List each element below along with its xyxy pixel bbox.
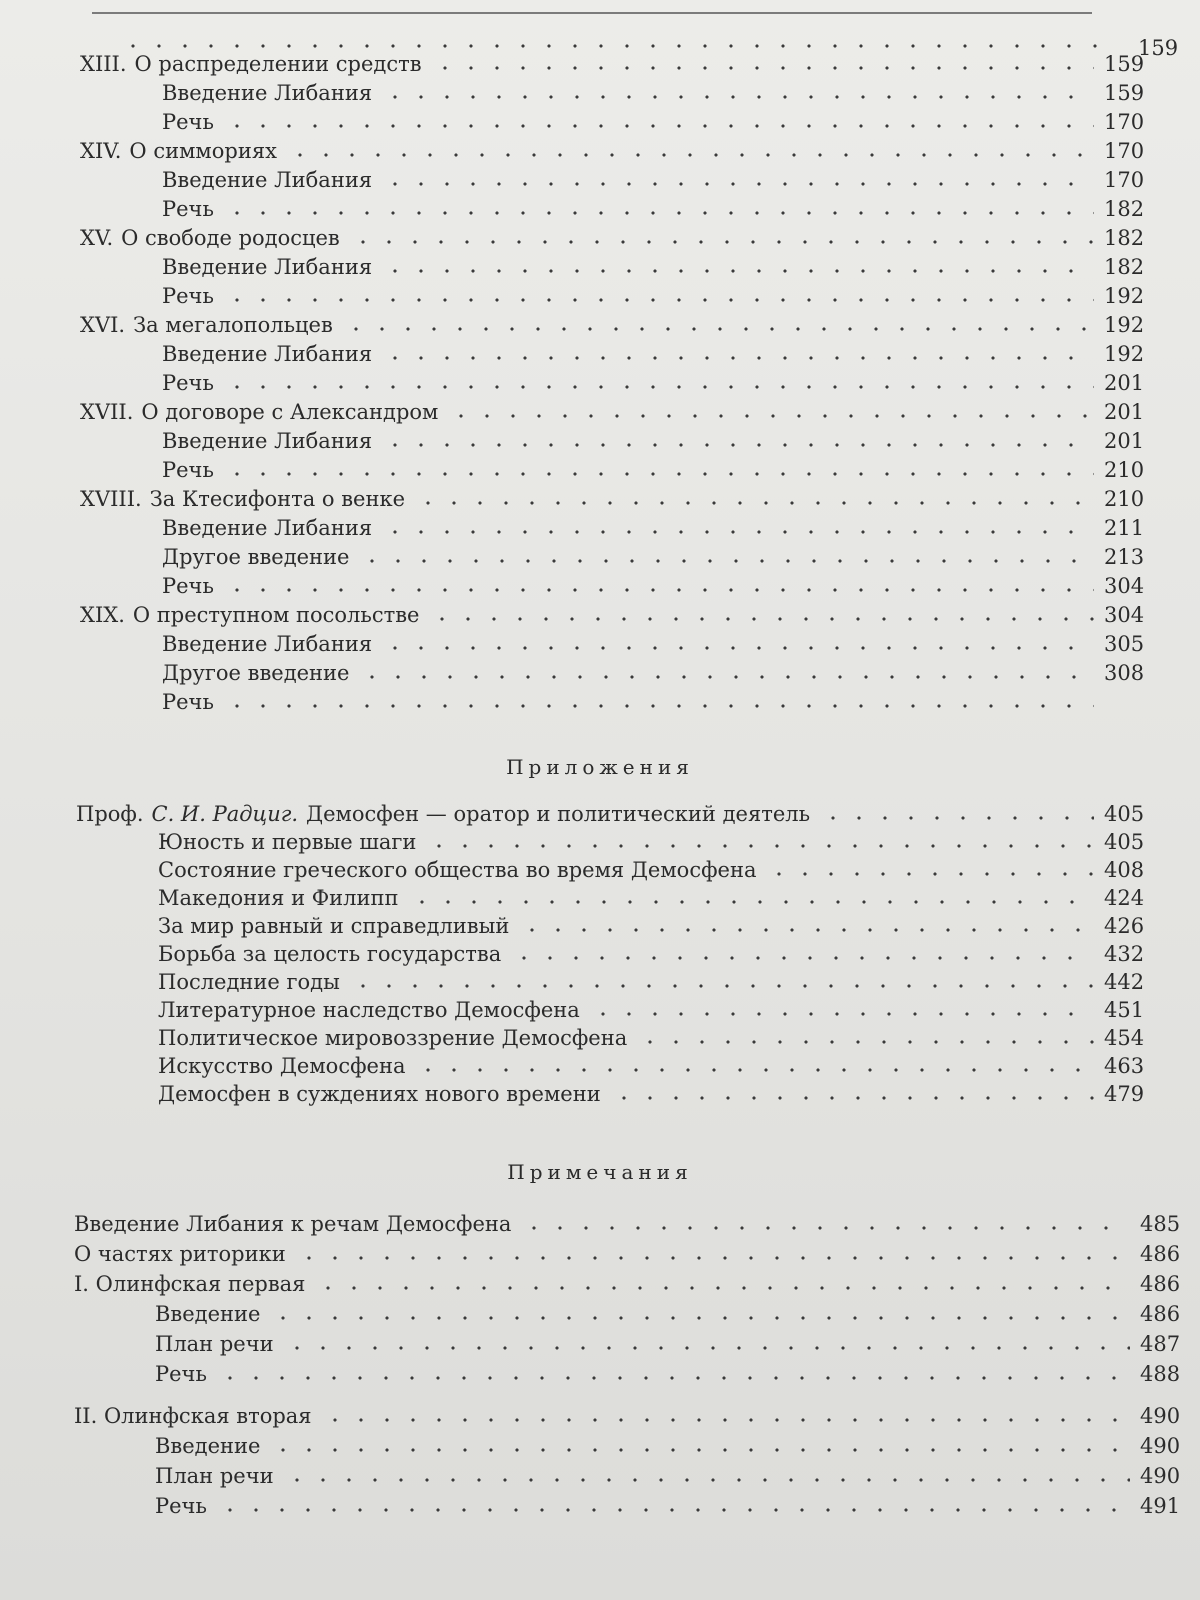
page-number: 405 [1104,802,1145,826]
page-number: 159 [1104,81,1145,105]
dot-leader [382,646,1094,650]
toc-section-row [80,222,1164,250]
dot-leader [382,356,1094,360]
page-number: 486 [1140,1242,1181,1266]
dot-leader [409,900,1095,904]
page-number: 182 [1104,255,1145,279]
dot-leader [270,1316,1130,1320]
dot-leader [350,984,1094,988]
dot-leader [382,443,1094,447]
toc-subsection-row [162,77,1164,105]
toc-appendix-main-row [76,798,1164,826]
page-number: 487 [1140,1332,1181,1356]
notes-item-title: Введение Либания к речам Демосфена [74,1212,512,1236]
toc-notes-item-row [74,1238,1200,1266]
section-number: XIV. [80,139,122,163]
subsection-title: Речь [162,690,214,714]
dot-leader [511,956,1094,960]
subsection-title: Введение Либания [162,255,373,279]
dot-leader [343,327,1094,331]
page-number: 454 [1104,1026,1145,1050]
notes-item-title: I. Олинфская первая [74,1272,306,1296]
subsection-title: Другое введение [162,661,350,685]
page-number: 159 [1138,36,1179,60]
top-rule [92,12,1092,14]
page-number: 304 [1104,574,1145,598]
page-number: 308 [1104,661,1145,685]
page-number: 305 [1104,632,1145,656]
dot-leader [296,1256,1130,1260]
toc-notes-item-row [155,1358,1200,1386]
toc-appendix-item-row [158,938,1164,966]
subsection-title: Введение Либания [162,81,373,105]
dot-leader [432,66,1094,70]
subsection-title: Введение Либания [162,342,373,366]
toc-section-row [80,483,1164,511]
page-number: 463 [1104,1054,1145,1078]
appendix-item-title: Последние годы [158,970,340,994]
appendix-item-title: Демосфен в суждениях нового времени [158,1082,601,1106]
page-number: 451 [1104,998,1145,1022]
toc-notes-item-row [155,1430,1200,1458]
notes-item-title: Речь [155,1362,207,1386]
dot-leader [415,501,1094,505]
section-title: О распределении средств [134,52,422,76]
notes-item-title: II. Олинфская вторая [74,1404,312,1428]
toc-appendix-item-row [158,1022,1164,1050]
dot-leader [519,928,1094,932]
appendix-item-title: Политическое мировоззрение Демосфена [158,1026,628,1050]
section-number: XVIII. [80,487,142,511]
section-title: О договоре с Александром [141,400,439,424]
page-number: 490 [1140,1434,1181,1458]
page-number: 432 [1104,942,1145,966]
dot-leader [590,1012,1094,1016]
toc-section-row [80,48,1164,76]
toc-subsection-row [162,338,1164,366]
toc-section-row [80,599,1164,627]
section-number: XIX. [80,603,125,627]
dot-leader [224,124,1094,128]
toc-section-row [80,135,1164,163]
dot-leader [224,211,1094,215]
page-number: 405 [1104,830,1145,854]
subsection-title: Речь [162,458,214,482]
toc-appendix-item-row [158,966,1164,994]
page-number: 210 [1104,458,1145,482]
page-number: 159 [1104,52,1145,76]
section-title: О свободе родосцев [121,226,340,250]
dot-leader [820,816,1094,820]
page-number: 201 [1104,429,1145,453]
toc-notes-item-row [74,1268,1200,1296]
dot-leader [766,872,1094,876]
page-number: 170 [1104,139,1145,163]
toc-appendix-item-row [158,910,1164,938]
page-number: 192 [1104,313,1145,337]
toc-notes-item-row [74,1400,1200,1428]
subsection-title: Речь [162,197,214,221]
dot-leader [382,269,1094,273]
page-number: 213 [1104,545,1145,569]
section-number: XVI. [80,313,126,337]
dot-leader [217,1508,1130,1512]
toc-subsection-row [162,251,1164,279]
entry-prefix: Проф. [76,802,144,826]
toc-notes-item-row [155,1298,1200,1326]
dot-leader [284,1346,1130,1350]
toc-appendix-item-row [158,1078,1164,1106]
section-title: За мегалопольцев [133,313,333,337]
subsection-title: Речь [162,110,214,134]
subsection-title: Введение Либания [162,632,373,656]
toc-subsection-row [162,193,1164,221]
dot-leader [382,95,1094,99]
toc-notes-item-row [74,1208,1200,1236]
page-number: 170 [1104,110,1145,134]
dot-leader [224,588,1094,592]
dot-leader [224,472,1094,476]
page-number: 490 [1140,1404,1181,1428]
appendix-item-title: Юность и первые шаги [158,830,417,854]
toc-notes-item-row [155,1460,1200,1488]
subsection-title: Введение Либания [162,168,373,192]
dot-leader [270,1448,1130,1452]
dot-leader [382,530,1094,534]
toc-section-row [80,309,1164,337]
page-number: 211 [1104,516,1145,540]
page-number: 424 [1104,886,1145,910]
subsection-title: Введение Либания [162,516,373,540]
dot-leader [224,385,1094,389]
section-title: О симмориях [129,139,277,163]
page-number: 485 [1140,1212,1181,1236]
page-number: 490 [1140,1464,1181,1488]
toc-subsection-row [162,367,1164,395]
page-number: 182 [1104,197,1145,221]
notes-heading: Примечания [507,1160,693,1184]
toc-appendix-item-row [158,882,1164,910]
notes-item-title: О частях риторики [74,1242,286,1266]
notes-item-title: Введение [155,1434,261,1458]
appendix-item-title: За мир равный и справедливый [158,914,510,938]
notes-item-title: Речь [155,1494,207,1518]
dot-leader [637,1040,1094,1044]
section-number: XIII. [80,52,127,76]
dot-leader [284,1478,1130,1482]
toc-subsection-row [162,686,1164,714]
appendix-item-title: Искусство Демосфена [158,1054,406,1078]
subsection-title: Речь [162,284,214,308]
dot-leader [426,844,1094,848]
appendix-heading: Приложения [506,755,694,779]
page-number: 304 [1104,603,1145,627]
author-name: С. И. Радциг. [151,802,299,826]
notes-item-title: План речи [155,1464,274,1488]
toc-section-row [80,396,1164,424]
page-number: 442 [1104,970,1145,994]
appendix-item-title: Македония и Филипп [158,886,399,910]
page-number: 170 [1104,168,1145,192]
dot-leader [382,182,1094,186]
page-number: 201 [1104,371,1145,395]
appendix-item-title: Борьба за целость государства [158,942,502,966]
toc-subsection-row [162,541,1164,569]
toc-subsection-row [162,512,1164,540]
subsection-title: Другое введение [162,545,350,569]
page-number: 491 [1140,1494,1181,1518]
dot-leader [315,1286,1130,1290]
toc-appendix-item-row [158,854,1164,882]
toc-notes-item-row [155,1490,1200,1518]
dot-leader [521,1226,1130,1230]
subsection-title: Введение Либания [162,429,373,453]
subsection-title: Речь [162,574,214,598]
dot-leader [224,704,1094,708]
dot-leader [350,240,1094,244]
page-number: 192 [1104,284,1145,308]
entry-title: Демосфен — оратор и политический деятель [306,802,811,826]
notes-item-title: Введение [155,1302,261,1326]
dot-leader [322,1418,1130,1422]
section-number: XVII. [80,400,134,424]
toc-subsection-row [162,280,1164,308]
toc-subsection-row [162,628,1164,656]
dot-leader [224,298,1094,302]
toc-subsection-row [162,425,1164,453]
toc-appendix-item-row [158,1050,1164,1078]
section-number: XV. [80,226,114,250]
page-number: 182 [1104,226,1145,250]
toc-appendix-item-row [158,826,1164,854]
toc-subsection-row [162,164,1164,192]
page-number: 486 [1140,1302,1181,1326]
page-number: 426 [1104,914,1145,938]
page-number: 192 [1104,342,1145,366]
toc-subsection-row [162,454,1164,482]
toc-subsection-row [162,106,1164,134]
dot-leader [287,153,1094,157]
dot-leader [448,414,1094,418]
dot-leader [415,1068,1094,1072]
page-number: 408 [1104,858,1145,882]
toc-subsection-row [162,657,1164,685]
toc-subsection-row [162,570,1164,598]
page-number: 201 [1104,400,1145,424]
dot-leader [359,675,1094,679]
toc-notes-item-row [155,1328,1200,1356]
dot-leader [217,1376,1130,1380]
toc-appendix-item-row [158,994,1164,1022]
page-number: 488 [1140,1362,1181,1386]
notes-item-title: План речи [155,1332,274,1356]
page-number: 479 [1104,1082,1145,1106]
dot-leader [359,559,1094,563]
section-title: За Ктесифонта о венке [149,487,406,511]
appendix-item-title: Литературное наследство Демосфена [158,998,580,1022]
page-number: 210 [1104,487,1145,511]
appendix-item-title: Состояние греческого общества во время Демосфена [158,858,757,882]
section-title: О преступном посольстве [132,603,420,627]
dot-leader [611,1096,1094,1100]
subsection-title: Речь [162,371,214,395]
page-number: 486 [1140,1272,1181,1296]
dot-leader [429,617,1094,621]
